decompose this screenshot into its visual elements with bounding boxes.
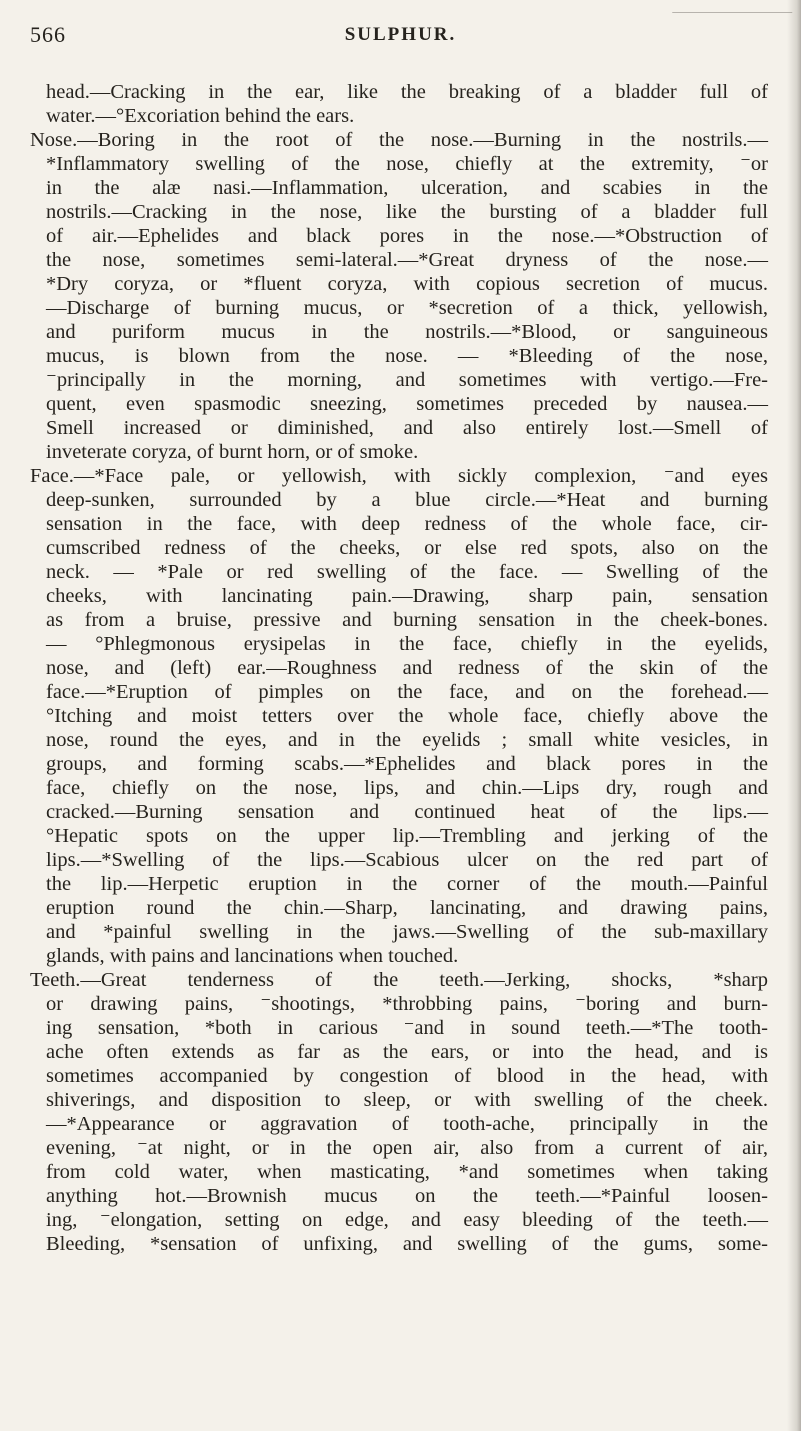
text-line: cheeks, with lancinating pain.—Drawing, sharp pain, sensation <box>46 585 768 607</box>
text-line: anything hot.—Brownish mucus on the teeth.—*Painful loosen- <box>46 1185 768 1207</box>
text-line: ache often extends as far as the ears, or into the head, and is <box>46 1041 768 1063</box>
text-line: face.—*Eruption of pimples on the face, and on the forehead.— <box>46 681 768 703</box>
text-line: ing sensation, *both in carious ⁻and in sound teeth.—*The tooth- <box>46 1017 768 1039</box>
text-line: water.—°Excoriation behind the ears. <box>46 105 355 127</box>
text-line: the nose, sometimes semi-lateral.—*Great dryness of the nose.— <box>46 249 768 271</box>
text-line: quent, even spasmodic sneezing, sometimes preceded by nausea.— <box>46 393 768 415</box>
text-line: glands, with pains and lancinations when touched. <box>46 945 459 967</box>
text-line: °Hepatic spots on the upper lip.—Trembling and jerking of the <box>46 825 768 847</box>
page-number: 566 <box>30 22 66 47</box>
running-head: SULPHUR. <box>344 24 457 45</box>
text-line: head.—Cracking in the ear, like the breaking of a bladder full of <box>46 81 768 103</box>
text-line: nose, and (left) ear.—Roughness and redness of the skin of the <box>46 657 768 679</box>
text-line: shiverings, and disposition to sleep, or with swelling of the cheek. <box>46 1089 768 1111</box>
text-line: evening, ⁻at night, or in the open air, also from a current of air, <box>46 1137 768 1159</box>
text-line: sometimes accompanied by congestion of blood in the head, with <box>46 1065 768 1087</box>
text-line: sensation in the face, with deep redness of the whole face, cir- <box>46 513 768 535</box>
text-line: and *painful swelling in the jaws.—Swelling of the sub-maxillary <box>46 921 768 943</box>
text-line: from cold water, when masticating, *and sometimes when taking <box>46 1161 768 1183</box>
text-line: Bleeding, *sensation of unfixing, and swelling of the gums, some- <box>46 1233 768 1255</box>
text-line: mucus, is blown from the nose. — *Bleeding of the nose, <box>46 345 768 367</box>
text-line: deep-sunken, surrounded by a blue circle.—*Heat and burning <box>46 489 768 511</box>
text-line: *Inflammatory swelling of the nose, chiefly at the extremity, ⁻or <box>46 153 768 175</box>
page-edge-shadow <box>787 0 801 1431</box>
text-line: Smell increased or diminished, and also entirely lost.—Smell of <box>46 417 768 439</box>
body-text <box>30 80 768 1256</box>
text-line: as from a bruise, pressive and burning sensation in the cheek-bones. <box>46 609 768 631</box>
page-header <box>0 22 801 54</box>
page-corner-curl <box>672 0 801 13</box>
text-line: cumscribed redness of the cheeks, or else red spots, also on the <box>46 537 768 559</box>
text-line: — °Phlegmonous erysipelas in the face, chiefly in the eyelids, <box>46 633 768 655</box>
text-line: —*Appearance or aggravation of tooth-ache, principally in the <box>46 1113 768 1135</box>
text-line: Teeth.—Great tenderness of the teeth.—Jerking, shocks, *sharp <box>30 969 768 991</box>
text-line: nostrils.—Cracking in the nose, like the bursting of a bladder full <box>46 201 768 223</box>
text-line: lips.—*Swelling of the lips.—Scabious ulcer on the red part of <box>46 849 768 871</box>
text-line: groups, and forming scabs.—*Ephelides and black pores in the <box>46 753 768 775</box>
text-line: *Dry coryza, or *fluent coryza, with copious secretion of mucus. <box>46 273 768 295</box>
text-line: the lip.—Herpetic eruption in the corner of the mouth.—Painful <box>46 873 768 895</box>
text-line: or drawing pains, ⁻shootings, *throbbing pains, ⁻boring and burn- <box>46 993 768 1015</box>
text-line: in the alæ nasi.—Inflammation, ulceration, and scabies in the <box>46 177 768 199</box>
text-line: cracked.—Burning sensation and continued heat of the lips.— <box>46 801 768 823</box>
text-line: °Itching and moist tetters over the whole face, chiefly above the <box>46 705 768 727</box>
text-line: Nose.—Boring in the root of the nose.—Burning in the nostrils.— <box>30 129 768 151</box>
text-line: and puriform mucus in the nostrils.—*Blood, or sanguineous <box>46 321 768 343</box>
text-line: ⁻principally in the morning, and sometimes with vertigo.—Fre- <box>46 369 768 391</box>
text-line: of air.—Ephelides and black pores in the nose.—*Obstruction of <box>46 225 768 247</box>
text-line: ing, ⁻elongation, setting on edge, and easy bleeding of the teeth.— <box>46 1209 768 1231</box>
text-line: inveterate coryza, of burnt horn, or of smoke. <box>46 441 419 463</box>
text-line: —Discharge of burning mucus, or *secretion of a thick, yellowish, <box>46 297 768 319</box>
text-line: neck. — *Pale or red swelling of the face. — Swelling of the <box>46 561 768 583</box>
text-line: Face.—*Face pale, or yellowish, with sickly complexion, ⁻and eyes <box>30 465 768 487</box>
text-line: nose, round the eyes, and in the eyelids ; small white vesicles, in <box>46 729 768 751</box>
text-line: eruption round the chin.—Sharp, lancinating, and drawing pains, <box>46 897 768 919</box>
text-line: face, chiefly on the nose, lips, and chin.—Lips dry, rough and <box>46 777 768 799</box>
